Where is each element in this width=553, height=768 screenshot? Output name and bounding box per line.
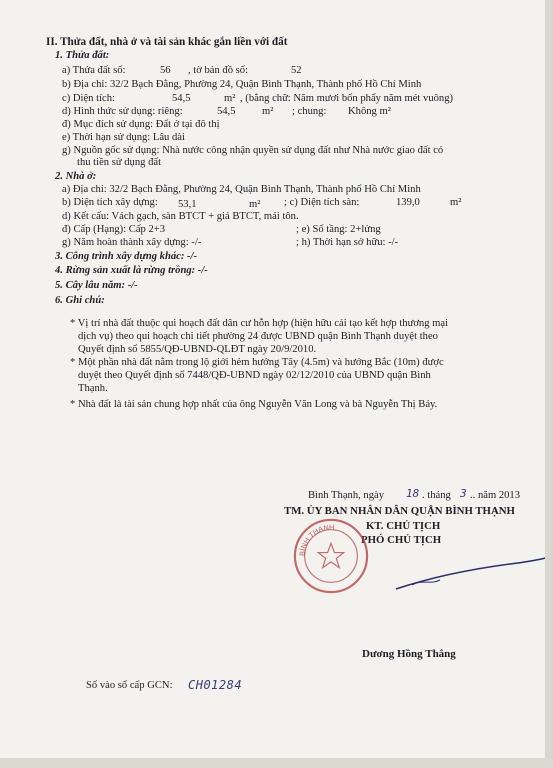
land-sheet-number: 52 <box>291 65 302 76</box>
note-line: dịch vụ) theo qui hoạch chi tiết phường 24 được UBND quận Bình Thạnh duyệt theo <box>78 331 438 342</box>
house-floor-area-label: ; c) Diện tích sàn: <box>284 197 360 208</box>
land-origin-cont: thu tiền sử dụng đất <box>77 157 162 168</box>
land-area-words: , (bằng chữ: Năm mươi bốn phẩy năm mét vuông) <box>240 93 454 104</box>
land-parcel-number: 56 <box>160 65 171 76</box>
land-purpose: đ) Mục đích sử dụng: Đất ở tại đô thị <box>62 119 220 130</box>
house-completion-year: g) Năm hoàn thành xây dựng: -/- <box>62 237 202 248</box>
scan-edge-right <box>545 0 553 768</box>
land-private-area: 54,5 <box>217 106 236 117</box>
house-heading: 2. Nhà ở: <box>55 171 97 182</box>
house-address: a) Địa chỉ: 32/2 Bạch Đằng, Phường 24, Quận Bình Thạnh, Thành phố Hồ Chí Minh <box>62 184 421 195</box>
house-footprint-value: 53,1 <box>178 199 197 210</box>
signing-date-day: 18 <box>406 487 420 500</box>
other-constructions: 3. Công trình xây dựng khác: -/- <box>55 251 198 262</box>
land-address: b) Địa chỉ: 32/2 Bạch Đằng, Phường 24, Quận Bình Thạnh, Thành phố Hồ Chí Minh <box>62 79 422 90</box>
land-private-unit: m² <box>262 106 274 117</box>
land-area-label: c) Diện tích: <box>62 93 115 104</box>
house-floors: ; e) Số tầng: 2+lửng <box>296 224 381 235</box>
signer-name: Dương Hồng Thắng <box>362 648 456 660</box>
registry-label: Số vào sổ cấp GCN: <box>86 680 173 691</box>
note-line: * Một phần nhà đất nằm trong lộ giới hẻm hướng Tây (4.5m) và hướng Bắc (10m) được <box>70 357 444 368</box>
notes-heading: 6. Ghi chú: <box>55 295 105 306</box>
registry-number: CH01284 <box>188 678 243 692</box>
issuing-authority: TM. ỦY BAN NHÂN DÂN QUẬN BÌNH THẠNH <box>284 505 515 517</box>
house-ownership-term: ; h) Thời hạn sở hữu: -/- <box>296 237 399 248</box>
signing-date-month: 3 <box>460 487 467 500</box>
signing-date-prefix: Bình Thạnh, ngày <box>308 490 385 501</box>
signature-icon <box>392 555 552 595</box>
land-usage-form-label: d) Hình thức sử dụng: riêng: <box>62 106 183 117</box>
land-term: e) Thời hạn sử dụng: Lâu dài <box>62 132 185 143</box>
house-grade: đ) Cấp (Hạng): Cấp 2+3 <box>62 224 166 235</box>
land-origin: g) Nguồn gốc sử dụng: Nhà nước công nhận quyền sử dụng đất như Nhà nước giao đất có <box>62 145 444 156</box>
production-forest: 4. Rừng sản xuất là rừng trồng: -/- <box>55 265 208 276</box>
land-area-value: 54,5 <box>172 93 191 104</box>
section-title: II. Thửa đất, nhà ở và tài sản khác gắn liền với đất <box>46 36 288 48</box>
note-line: duyệt theo Quyết định số 7448/QĐ-UBND ngày 02/12/2010 của UBND quận Bình <box>78 370 431 381</box>
house-footprint-unit: m² <box>249 199 261 210</box>
house-footprint-label: b) Diện tích xây dựng: <box>62 197 158 208</box>
signing-date-month-label: . tháng <box>422 490 451 501</box>
note-line: * Vị trí nhà đất thuộc qui hoạch đất dân cư hỗn hợp (hiện hữu cải tạo kết hợp thương mại <box>70 318 449 329</box>
land-parcel-label: a) Thửa đất số: <box>62 65 126 76</box>
land-sheet-label: , tờ bản đồ số: <box>188 65 249 76</box>
signer-role-2: PHÓ CHỦ TỊCH <box>361 534 442 546</box>
house-structure: d) Kết cấu: Vách gạch, sàn BTCT + giả BTCT, mái tôn. <box>62 211 299 222</box>
house-floor-area-unit: m² <box>450 197 462 208</box>
svg-text:BÌNH THẠNH: BÌNH THẠNH <box>297 522 335 557</box>
note-line: * Nhà đất là tài sản chung hợp nhất của ông Nguyễn Văn Long và bà Nguyễn Thị Bảy. <box>70 399 438 410</box>
note-line: Thạnh. <box>78 383 108 394</box>
official-seal-icon <box>292 517 370 595</box>
scan-edge-bottom <box>0 758 553 768</box>
signer-role-1: KT. CHỦ TỊCH <box>366 520 441 532</box>
signing-date-year: .. năm 2013 <box>470 490 521 501</box>
land-common-area: Không m² <box>348 106 391 117</box>
land-common-label: ; chung: <box>292 106 327 117</box>
note-line: Quyết định số 5855/QĐ-UBND-QLĐT ngày 20/9/2010. <box>78 344 317 355</box>
perennial-trees: 5. Cây lâu năm: -/- <box>55 280 138 291</box>
land-heading: 1. Thửa đất: <box>55 50 110 61</box>
house-floor-area-value: 139,0 <box>396 197 420 208</box>
land-area-unit: m² <box>224 93 236 104</box>
